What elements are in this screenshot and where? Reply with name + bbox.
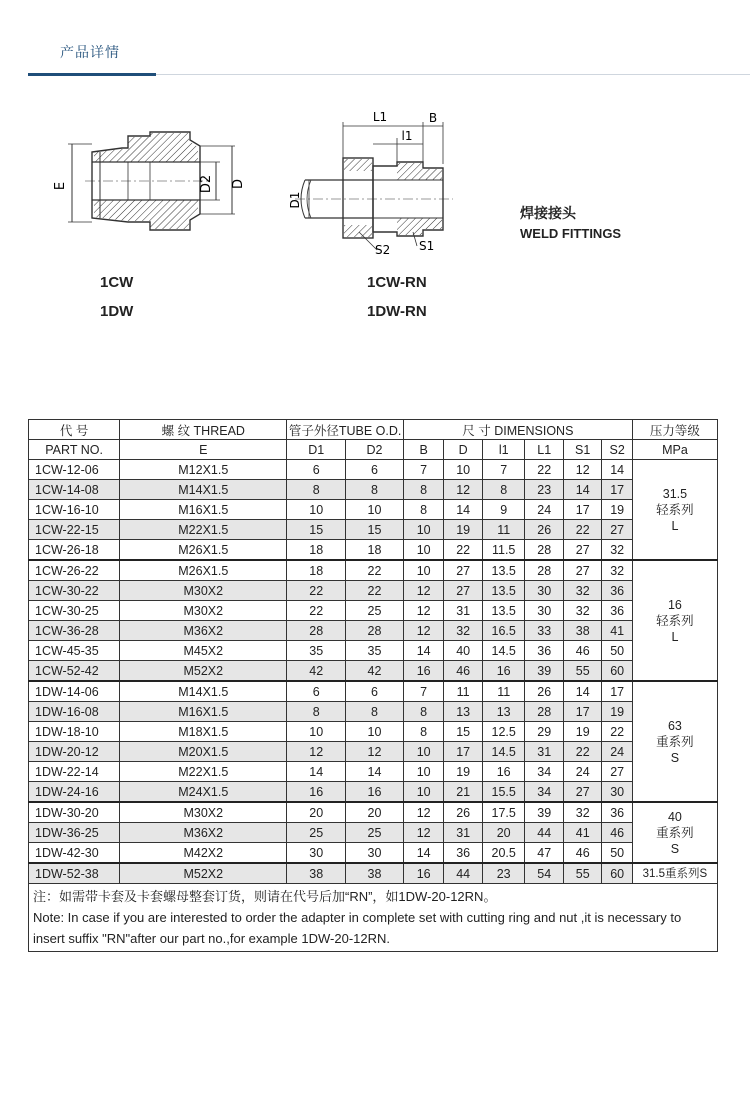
table-row xyxy=(29,843,718,864)
part-number-cell: 1CW-30-25 xyxy=(29,601,120,621)
table-cell: 13.5 xyxy=(482,601,525,621)
fig2-label-1cw-rn: 1CW-RN xyxy=(367,274,427,291)
table-cell: 7 xyxy=(482,460,525,480)
part-number-cell: 1CW-36-28 xyxy=(29,621,120,641)
table-cell: M16X1.5 xyxy=(120,500,287,520)
table-cell: 36 xyxy=(525,641,564,661)
specifications-table xyxy=(28,419,718,952)
table-cell: 32 xyxy=(563,581,602,601)
table-cell: 11.5 xyxy=(482,540,525,561)
table-cell: 18 xyxy=(287,560,346,581)
table-cell: 19 xyxy=(444,762,483,782)
table-row xyxy=(29,560,718,581)
table-cell: 27 xyxy=(563,540,602,561)
table-cell: 42 xyxy=(287,661,346,682)
table-cell: 34 xyxy=(525,762,564,782)
table-cell: 41 xyxy=(563,823,602,843)
table-cell: 32 xyxy=(602,560,632,581)
part-number-cell: 1DW-36-25 xyxy=(29,823,120,843)
table-cell: 16 xyxy=(403,661,444,682)
table-row xyxy=(29,823,718,843)
table-cell: 27 xyxy=(444,581,483,601)
section-title: 产品详情 xyxy=(60,45,120,61)
table-cell: 46 xyxy=(563,641,602,661)
table-cell: 10 xyxy=(403,540,444,561)
table-cell: 44 xyxy=(444,863,483,884)
table-cell: 6 xyxy=(346,681,404,702)
dim-e: E xyxy=(53,181,68,191)
table-cell: 24 xyxy=(602,742,632,762)
table-cell: 8 xyxy=(287,702,346,722)
pressure-line: 40 xyxy=(667,809,682,824)
table-cell: M36X2 xyxy=(120,621,287,641)
table-cell: 16 xyxy=(482,762,525,782)
table-cell: 27 xyxy=(563,560,602,581)
table-cell: 10 xyxy=(403,742,444,762)
table-cell: 36 xyxy=(602,581,632,601)
table-cell: 10 xyxy=(287,722,346,742)
pressure-line: 31.5重系列S xyxy=(642,867,708,880)
table-cell: 30 xyxy=(287,843,346,864)
table-cell: 32 xyxy=(602,540,632,561)
table-cell: 22 xyxy=(563,520,602,540)
table-cell: 16 xyxy=(403,863,444,884)
table-cell: 28 xyxy=(346,621,404,641)
table-row xyxy=(29,742,718,762)
table-cell: 31 xyxy=(444,601,483,621)
table-cell: 22 xyxy=(525,460,564,480)
table-cell: M24X1.5 xyxy=(120,782,287,803)
table-cell: 17.5 xyxy=(482,802,525,823)
header-e: E xyxy=(120,440,287,460)
header-tube-od: 管子外径TUBE O.D. xyxy=(287,420,404,440)
table-cell: 8 xyxy=(287,480,346,500)
table-row xyxy=(29,802,718,823)
part-number-cell: 1CW-12-06 xyxy=(29,460,120,480)
dim-d2: D2 xyxy=(199,174,214,194)
table-row xyxy=(29,782,718,803)
table-cell: 44 xyxy=(525,823,564,843)
weld-fittings-title-cn: 焊接接头 xyxy=(520,206,576,222)
table-row xyxy=(29,702,718,722)
table-row xyxy=(29,863,718,884)
pressure-class-cell xyxy=(632,460,717,561)
table-cell: 11 xyxy=(444,681,483,702)
table-cell: 25 xyxy=(346,601,404,621)
header-b: B xyxy=(403,440,444,460)
table-cell: 16.5 xyxy=(482,621,525,641)
table-cell: 20.5 xyxy=(482,843,525,864)
table-cell: 22 xyxy=(346,581,404,601)
part-number-cell: 1CW-16-10 xyxy=(29,500,120,520)
table-cell: 35 xyxy=(346,641,404,661)
section-divider-accent xyxy=(28,73,156,76)
table-cell: M30X2 xyxy=(120,581,287,601)
part-number-cell: 1CW-30-22 xyxy=(29,581,120,601)
table-cell: 47 xyxy=(525,843,564,864)
table-header-row-1 xyxy=(29,420,718,440)
table-cell: 14.5 xyxy=(482,641,525,661)
table-cell: 19 xyxy=(602,702,632,722)
table-cell: 20 xyxy=(346,802,404,823)
table-cell: M22X1.5 xyxy=(120,762,287,782)
table-cell: 35 xyxy=(287,641,346,661)
table-cell: 7 xyxy=(403,460,444,480)
table-cell: 27 xyxy=(444,560,483,581)
table-cell: 42 xyxy=(346,661,404,682)
table-cell: 50 xyxy=(602,843,632,864)
header-mpa: MPa xyxy=(632,440,717,460)
table-cell: M22X1.5 xyxy=(120,520,287,540)
part-number-cell: 1DW-18-10 xyxy=(29,722,120,742)
part-number-cell: 1DW-24-16 xyxy=(29,782,120,803)
table-cell: 27 xyxy=(602,520,632,540)
table-cell: 39 xyxy=(525,802,564,823)
header-d: D xyxy=(444,440,483,460)
part-number-cell: 1DW-52-38 xyxy=(29,863,120,884)
part-number-cell: 1DW-16-08 xyxy=(29,702,120,722)
header-s2: S2 xyxy=(602,440,632,460)
table-cell: 60 xyxy=(602,863,632,884)
table-cell: 36 xyxy=(444,843,483,864)
table-cell: 29 xyxy=(525,722,564,742)
dim-b: B xyxy=(428,111,438,125)
table-cell: 60 xyxy=(602,661,632,682)
table-cell: 6 xyxy=(287,681,346,702)
table-cell: 13 xyxy=(444,702,483,722)
table-row xyxy=(29,540,718,561)
table-cell: M12X1.5 xyxy=(120,460,287,480)
table-cell: 30 xyxy=(346,843,404,864)
table-cell: 16 xyxy=(287,782,346,803)
table-cell: 21 xyxy=(444,782,483,803)
table-cell: 10 xyxy=(287,500,346,520)
table-cell: 17 xyxy=(444,742,483,762)
table-cell: 8 xyxy=(403,702,444,722)
part-number-cell: 1CW-45-35 xyxy=(29,641,120,661)
pressure-class-cell xyxy=(632,681,717,802)
pressure-line: 31.5 xyxy=(662,486,688,501)
table-cell: 15 xyxy=(444,722,483,742)
table-cell: 26 xyxy=(525,681,564,702)
table-row xyxy=(29,661,718,682)
table-cell: 36 xyxy=(602,601,632,621)
pressure-line: 重系列 xyxy=(656,825,694,840)
table-cell: 14 xyxy=(403,843,444,864)
table-cell: 12 xyxy=(346,742,404,762)
table-cell: 12 xyxy=(403,581,444,601)
table-cell: M14X1.5 xyxy=(120,480,287,500)
table-cell: 17 xyxy=(563,500,602,520)
table-cell: 10 xyxy=(403,782,444,803)
table-row xyxy=(29,601,718,621)
table-cell: 12 xyxy=(403,621,444,641)
table-cell: M26X1.5 xyxy=(120,560,287,581)
table-row xyxy=(29,621,718,641)
part-number-cell: 1DW-14-06 xyxy=(29,681,120,702)
header-thread: 螺 纹 THREAD xyxy=(120,420,287,440)
table-row xyxy=(29,520,718,540)
table-cell: 12 xyxy=(403,823,444,843)
part-number-cell: 1CW-52-42 xyxy=(29,661,120,682)
pressure-line: S xyxy=(670,750,680,765)
note-en: Note: In case if you are interested to order the adapter in complete set with cutting ring and nut ,it is necessary to insert suffix "RN"after our part no.,for example 1DW-20-12RN. xyxy=(33,910,682,946)
pressure-line: 重系列 xyxy=(656,734,694,749)
table-cell: 17 xyxy=(563,702,602,722)
table-cell: 26 xyxy=(444,802,483,823)
table-row xyxy=(29,480,718,500)
part-number-cell: 1DW-30-20 xyxy=(29,802,120,823)
weld-fitting-drawing xyxy=(50,122,265,232)
table-cell: 41 xyxy=(602,621,632,641)
table-cell: M20X1.5 xyxy=(120,742,287,762)
table-cell: 22 xyxy=(444,540,483,561)
table-cell: 32 xyxy=(563,802,602,823)
table-cell: 54 xyxy=(525,863,564,884)
table-cell: 11 xyxy=(482,520,525,540)
table-cell: 10 xyxy=(403,520,444,540)
table-cell: 12.5 xyxy=(482,722,525,742)
table-cell: 22 xyxy=(287,601,346,621)
table-cell: 14 xyxy=(444,500,483,520)
table-cell: 12 xyxy=(563,460,602,480)
table-cell: 10 xyxy=(403,560,444,581)
pressure-class-cell xyxy=(632,863,717,884)
table-cell: 18 xyxy=(287,540,346,561)
pressure-line: 轻系列 xyxy=(656,502,694,517)
table-cell: 28 xyxy=(525,540,564,561)
note-cell xyxy=(29,884,718,952)
table-cell: M52X2 xyxy=(120,661,287,682)
table-cell: 31 xyxy=(444,823,483,843)
table-cell: M45X2 xyxy=(120,641,287,661)
table-cell: M52X2 xyxy=(120,863,287,884)
table-cell: 10 xyxy=(403,762,444,782)
table-row xyxy=(29,500,718,520)
table-cell: 8 xyxy=(403,722,444,742)
table-cell: 46 xyxy=(563,843,602,864)
table-cell: 12 xyxy=(444,480,483,500)
table-cell: 27 xyxy=(563,782,602,803)
table-row xyxy=(29,641,718,661)
table-cell: 22 xyxy=(563,742,602,762)
table-cell: 32 xyxy=(563,601,602,621)
table-cell: 19 xyxy=(563,722,602,742)
table-cell: 8 xyxy=(403,500,444,520)
dim-s1: S1 xyxy=(419,239,435,253)
table-cell: M30X2 xyxy=(120,802,287,823)
table-cell: 27 xyxy=(602,762,632,782)
table-cell: 19 xyxy=(602,500,632,520)
table-cell: 46 xyxy=(444,661,483,682)
pressure-line: L xyxy=(671,629,679,644)
table-cell: 38 xyxy=(287,863,346,884)
table-cell: 30 xyxy=(602,782,632,803)
dim-s2: S2 xyxy=(375,243,391,257)
table-cell: 24 xyxy=(563,762,602,782)
table-cell: 12 xyxy=(403,802,444,823)
table-cell: 9 xyxy=(482,500,525,520)
table-cell: 14 xyxy=(403,641,444,661)
pressure-line: S xyxy=(670,841,680,856)
table-cell: 25 xyxy=(287,823,346,843)
pressure-class-cell xyxy=(632,802,717,863)
header-l1-small: l1 xyxy=(482,440,525,460)
table-cell: M14X1.5 xyxy=(120,681,287,702)
header-d2: D2 xyxy=(346,440,404,460)
table-cell: 23 xyxy=(525,480,564,500)
table-cell: 23 xyxy=(482,863,525,884)
table-cell: 33 xyxy=(525,621,564,641)
table-cell: 15 xyxy=(346,520,404,540)
table-cell: 55 xyxy=(563,863,602,884)
fig2-label-1dw-rn: 1DW-RN xyxy=(367,303,427,320)
table-cell: 30 xyxy=(525,581,564,601)
table-cell: 11 xyxy=(482,681,525,702)
pressure-class-cell xyxy=(632,560,717,681)
table-cell: 13.5 xyxy=(482,581,525,601)
dim-l1-upper: L1 xyxy=(372,110,388,124)
table-cell: 14.5 xyxy=(482,742,525,762)
header-l1: L1 xyxy=(525,440,564,460)
table-cell: 10 xyxy=(346,500,404,520)
table-cell: 28 xyxy=(525,560,564,581)
dim-l1-lower: l1 xyxy=(401,129,413,143)
table-cell: 13 xyxy=(482,702,525,722)
table-row xyxy=(29,460,718,480)
table-cell: 55 xyxy=(563,661,602,682)
table-cell: 38 xyxy=(346,863,404,884)
table-cell: 31 xyxy=(525,742,564,762)
table-cell: 24 xyxy=(525,500,564,520)
table-cell: M30X2 xyxy=(120,601,287,621)
dim-d1: D1 xyxy=(288,191,302,209)
table-cell: 18 xyxy=(346,540,404,561)
part-number-cell: 1DW-42-30 xyxy=(29,843,120,864)
table-cell: 46 xyxy=(602,823,632,843)
table-row xyxy=(29,762,718,782)
note-row xyxy=(29,884,718,952)
table-header-row-2 xyxy=(29,440,718,460)
table-row xyxy=(29,722,718,742)
table-cell: 14 xyxy=(346,762,404,782)
table-cell: 8 xyxy=(346,480,404,500)
table-cell: 15.5 xyxy=(482,782,525,803)
table-cell: 10 xyxy=(346,722,404,742)
table-cell: M16X1.5 xyxy=(120,702,287,722)
table-cell: M42X2 xyxy=(120,843,287,864)
table-cell: 22 xyxy=(346,560,404,581)
pressure-line: 16 xyxy=(667,597,682,612)
table-cell: 12 xyxy=(403,601,444,621)
part-number-cell: 1CW-26-22 xyxy=(29,560,120,581)
part-number-cell: 1DW-20-12 xyxy=(29,742,120,762)
table-cell: 17 xyxy=(602,681,632,702)
weld-fitting-rn-drawing xyxy=(285,108,460,258)
table-cell: 20 xyxy=(482,823,525,843)
header-dimensions: 尺 寸 DIMENSIONS xyxy=(403,420,632,440)
table-cell: 15 xyxy=(287,520,346,540)
table-cell: 16 xyxy=(482,661,525,682)
table-cell: 10 xyxy=(444,460,483,480)
table-row xyxy=(29,681,718,702)
table-cell: M18X1.5 xyxy=(120,722,287,742)
table-cell: 8 xyxy=(403,480,444,500)
table-cell: M26X1.5 xyxy=(120,540,287,561)
table-cell: 26 xyxy=(525,520,564,540)
pressure-line: L xyxy=(671,518,679,533)
table-cell: 14 xyxy=(287,762,346,782)
fig1-label-1cw: 1CW xyxy=(100,274,134,291)
header-d1: D1 xyxy=(287,440,346,460)
table-cell: 8 xyxy=(346,702,404,722)
table-cell: 17 xyxy=(602,480,632,500)
fig1-label-1dw: 1DW xyxy=(100,303,134,320)
table-cell: 14 xyxy=(563,480,602,500)
table-cell: 36 xyxy=(602,802,632,823)
header-pressure: 压力等级 xyxy=(632,420,717,440)
table-cell: 13.5 xyxy=(482,560,525,581)
table-cell: 39 xyxy=(525,661,564,682)
header-s1: S1 xyxy=(563,440,602,460)
dim-d: D xyxy=(231,178,246,190)
header-code: 代 号 xyxy=(29,420,120,440)
note-cn: 注：如需带卡套及卡套螺母整套订货，则请在代号后加“RN”，如1DW-20-12RN。 xyxy=(33,889,497,904)
table-cell: 28 xyxy=(287,621,346,641)
table-cell: 40 xyxy=(444,641,483,661)
table-cell: M36X2 xyxy=(120,823,287,843)
table-cell: 50 xyxy=(602,641,632,661)
part-number-cell: 1CW-14-08 xyxy=(29,480,120,500)
table-cell: 22 xyxy=(602,722,632,742)
table-cell: 16 xyxy=(346,782,404,803)
table-cell: 28 xyxy=(525,702,564,722)
weld-fittings-title-en: WELD FITTINGS xyxy=(520,226,622,241)
table-cell: 20 xyxy=(287,802,346,823)
table-cell: 6 xyxy=(287,460,346,480)
table-cell: 8 xyxy=(482,480,525,500)
table-cell: 6 xyxy=(346,460,404,480)
table-cell: 7 xyxy=(403,681,444,702)
part-number-cell: 1CW-22-15 xyxy=(29,520,120,540)
pressure-line: 63 xyxy=(667,718,682,733)
part-number-cell: 1CW-26-18 xyxy=(29,540,120,561)
table-cell: 19 xyxy=(444,520,483,540)
table-row xyxy=(29,581,718,601)
table-cell: 34 xyxy=(525,782,564,803)
pressure-line: 轻系列 xyxy=(656,613,694,628)
table-cell: 12 xyxy=(287,742,346,762)
table-cell: 25 xyxy=(346,823,404,843)
table-cell: 30 xyxy=(525,601,564,621)
table-cell: 38 xyxy=(563,621,602,641)
table-cell: 14 xyxy=(602,460,632,480)
header-part-no: PART NO. xyxy=(29,440,120,460)
table-cell: 32 xyxy=(444,621,483,641)
table-cell: 14 xyxy=(563,681,602,702)
part-number-cell: 1DW-22-14 xyxy=(29,762,120,782)
table-cell: 22 xyxy=(287,581,346,601)
